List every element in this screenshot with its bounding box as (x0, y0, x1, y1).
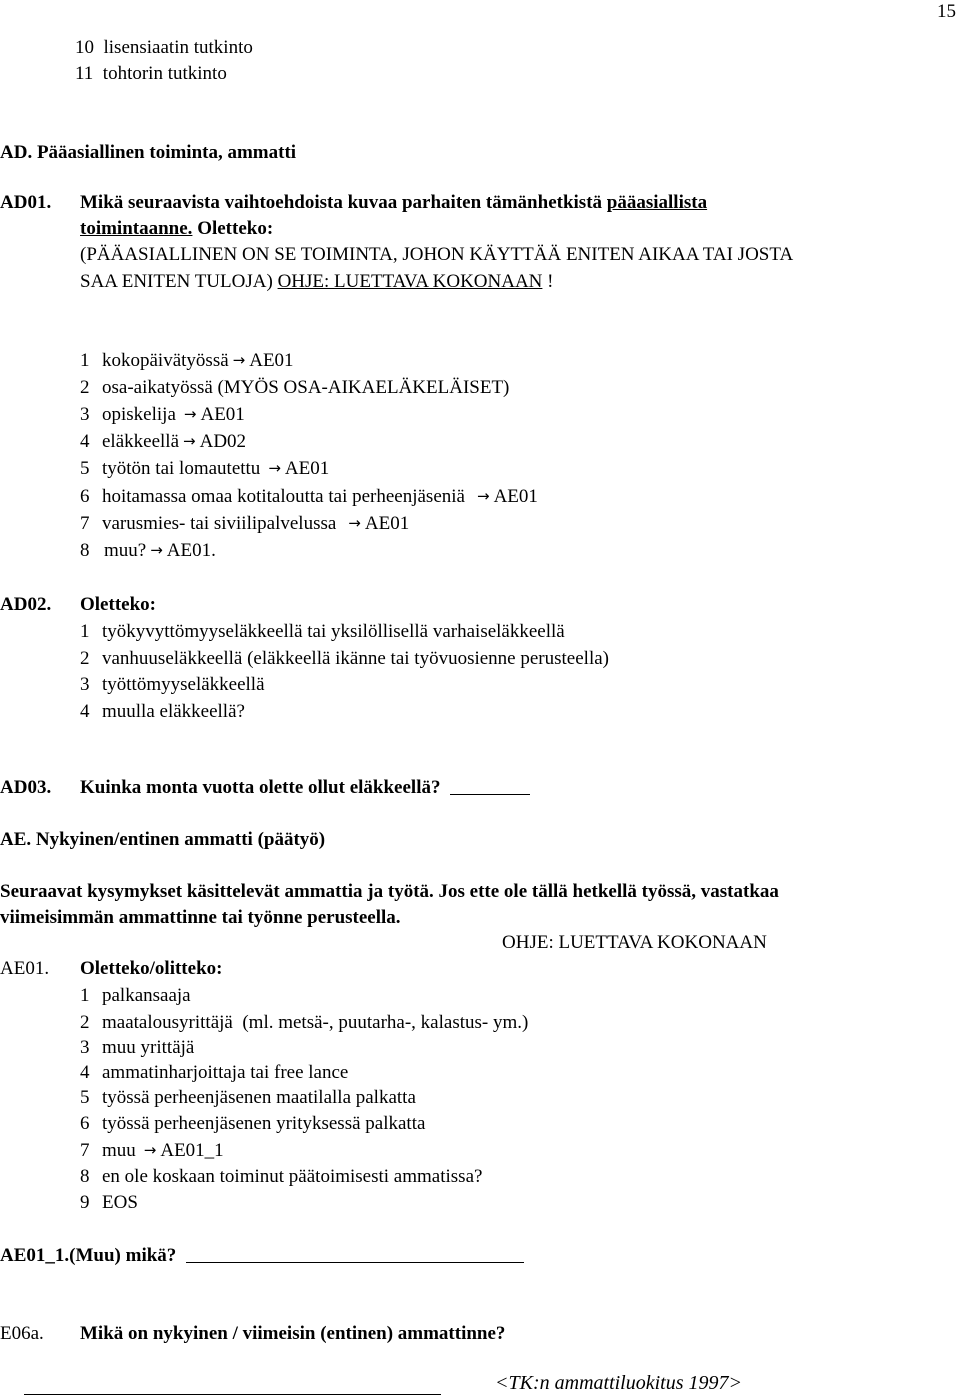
option-label: ammatinharjoittaja tai free lance (102, 1062, 349, 1083)
answer-blank-other[interactable] (186, 1262, 524, 1263)
question-label: Kuinka monta vuotta olette ollut eläkkeellä? (80, 777, 441, 798)
question-text-underlined: pääasiallista (606, 192, 708, 213)
option-label: hoitamassa omaa kotitaloutta tai perheenjäseniä (102, 486, 465, 507)
question-code: AD03. (0, 777, 52, 798)
answer-option (80, 1013, 528, 1032)
answer-option (80, 675, 265, 694)
answer-option (80, 622, 565, 641)
option-number: 2 (80, 377, 90, 398)
option-label: EOS (102, 1192, 138, 1213)
option-number: 1 (80, 985, 90, 1006)
interviewer-note-line1: (PÄÄASIALLINEN ON SE TOIMINTA, JOHON KÄYTTÄÄ ENITEN AIKAA TAI JOSTA (80, 244, 794, 265)
right-arrow-icon: → (183, 405, 197, 423)
answer-option (80, 702, 245, 721)
question-code: AD02. (0, 594, 52, 615)
option-number: 1 (80, 350, 90, 371)
option-goto: AE01 (493, 486, 538, 507)
answer-option (80, 487, 538, 506)
right-arrow-icon: → (143, 1141, 157, 1159)
answer-option (80, 405, 245, 424)
interviewer-note: ! (542, 271, 554, 292)
option-label: vanhuuseläkkeellä (eläkkeellä ikänne tai työvuosienne perusteella) (102, 648, 609, 669)
option-number: 3 (80, 674, 90, 695)
answer-option (80, 1167, 482, 1186)
section-heading-ae: AE. Nykyinen/entinen ammatti (päätyö) (0, 829, 326, 850)
right-arrow-icon: → (150, 541, 163, 559)
answer-option (80, 986, 191, 1005)
option-number: 8 (80, 540, 90, 561)
answer-option (80, 514, 409, 533)
answer-option (80, 649, 609, 668)
answer-option (80, 351, 294, 370)
right-arrow-icon: → (268, 459, 281, 477)
option-number: 4 (80, 431, 90, 452)
answer-option (80, 378, 509, 397)
option-label: eläkkeellä (102, 431, 180, 452)
interviewer-note-line2 (80, 272, 553, 291)
option-number: 1 (80, 621, 90, 642)
option-goto: AD02 (199, 431, 247, 452)
interviewer-instruction: OHJE: LUETTAVA KOKONAAN (277, 271, 543, 292)
option-label: työttömyyseläkkeellä (102, 674, 265, 695)
right-arrow-icon: → (476, 487, 490, 505)
answer-option (80, 1063, 348, 1082)
option-number: 8 (80, 1166, 90, 1187)
option-number: 3 (80, 404, 90, 425)
question-text: Oletteko: (192, 218, 274, 239)
question-code: AD01. (0, 192, 52, 213)
answer-option (80, 1088, 416, 1107)
interviewer-note: SAA ENITEN TULOJA) (80, 271, 278, 292)
option-number: 3 (80, 1037, 90, 1058)
right-arrow-icon: → (232, 351, 246, 369)
option-number: 7 (80, 1140, 90, 1161)
option-goto: AE01. (166, 540, 216, 561)
option-label: työtön tai lomautettu (102, 458, 261, 479)
option-number: 6 (80, 486, 90, 507)
interviewer-instruction: OHJE: LUETTAVA KOKONAAN (502, 932, 767, 953)
option-number: 4 (80, 701, 90, 722)
option-label: muu (102, 1140, 136, 1161)
section-heading-ad: AD. Pääasiallinen toiminta, ammatti (0, 142, 297, 163)
section-intro-line2: viimeisimmän ammattinne tai työnne perusteella. (0, 907, 401, 928)
answer-option (80, 541, 216, 560)
edu-num: 10 (75, 37, 94, 58)
answer-option (80, 1193, 138, 1212)
option-goto: AE01 (364, 513, 410, 534)
question-code: E06a. (0, 1323, 44, 1344)
question-text: Mikä on nykyinen / viimeisin (entinen) ammattinne? (80, 1323, 506, 1344)
option-label: en ole koskaan toiminut päätoimisesti ammatissa? (102, 1166, 483, 1187)
option-label: muu? (104, 540, 147, 561)
page-number: 15 (937, 1, 956, 22)
answer-option (80, 1038, 194, 1057)
option-label: maatalousyrittäjä (ml. metsä-, puutarha-, kalastus- ym.) (102, 1012, 529, 1033)
answer-line-occupation[interactable] (24, 1394, 441, 1395)
option-goto: AE01 (249, 350, 294, 371)
answer-option (80, 459, 329, 478)
option-number: 9 (80, 1192, 90, 1213)
option-goto: AE01_1 (160, 1140, 224, 1161)
option-label: työssä perheenjäsenen yrityksessä palkatta (102, 1113, 426, 1134)
question-text: Mikä seuraavista vaihtoehdoista kuvaa parhaiten tämänhetkistä (80, 192, 607, 213)
right-arrow-icon: → (348, 514, 361, 532)
question-text (80, 778, 530, 797)
option-label: kokopäivätyössä (102, 350, 229, 371)
answer-option (80, 1141, 224, 1160)
option-number: 2 (80, 648, 90, 669)
edu-label: lisensiaatin tutkinto (103, 37, 253, 58)
option-goto: AE01 (200, 404, 245, 425)
question-label: AE01_1.(Muu) mikä? (0, 1245, 177, 1266)
option-label: muu yrittäjä (102, 1037, 195, 1058)
option-number: 5 (80, 1087, 90, 1108)
option-number: 4 (80, 1062, 90, 1083)
question-text-line2 (80, 219, 273, 238)
answer-option (80, 432, 246, 451)
option-number: 2 (80, 1012, 90, 1033)
option-number: 6 (80, 1113, 90, 1134)
edu-item (75, 64, 227, 83)
edu-item (75, 38, 253, 57)
question-text: Oletteko: (80, 594, 156, 615)
section-intro-line1: Seuraavat kysymykset käsittelevät ammattia ja työtä. Jos ette ole tällä hetkellä työssä, vastatkaa (0, 881, 779, 902)
option-label: opiskelija (102, 404, 176, 425)
option-label: osa-aikatyössä (MYÖS OSA-AIKAELÄKELÄISET) (102, 377, 510, 398)
option-label: työkyvyttömyyseläkkeellä tai yksilöllisellä varhaiseläkkeellä (102, 621, 565, 642)
edu-label: tohtorin tutkinto (102, 63, 227, 84)
question-code: AE01. (0, 958, 50, 979)
answer-option (80, 1114, 425, 1133)
option-label: muulla eläkkeellä? (102, 701, 245, 722)
question-text-underlined: toimintaanne. (80, 218, 193, 239)
question-text (0, 1246, 524, 1265)
option-number: 7 (80, 513, 90, 534)
option-label: työssä perheenjäsenen maatilalla palkatta (102, 1087, 416, 1108)
right-arrow-icon: → (183, 432, 196, 450)
question-text: Oletteko/olitteko: (80, 958, 223, 979)
classification-note: <TK:n ammattiluokitus 1997> (495, 1372, 743, 1394)
option-label: palkansaaja (102, 985, 191, 1006)
answer-blank-years[interactable] (450, 794, 530, 795)
option-number: 5 (80, 458, 90, 479)
option-label: varusmies- tai siviilipalvelussa (102, 513, 337, 534)
option-goto: AE01 (284, 458, 330, 479)
edu-num: 11 (75, 63, 94, 84)
question-text-line1 (80, 193, 707, 212)
